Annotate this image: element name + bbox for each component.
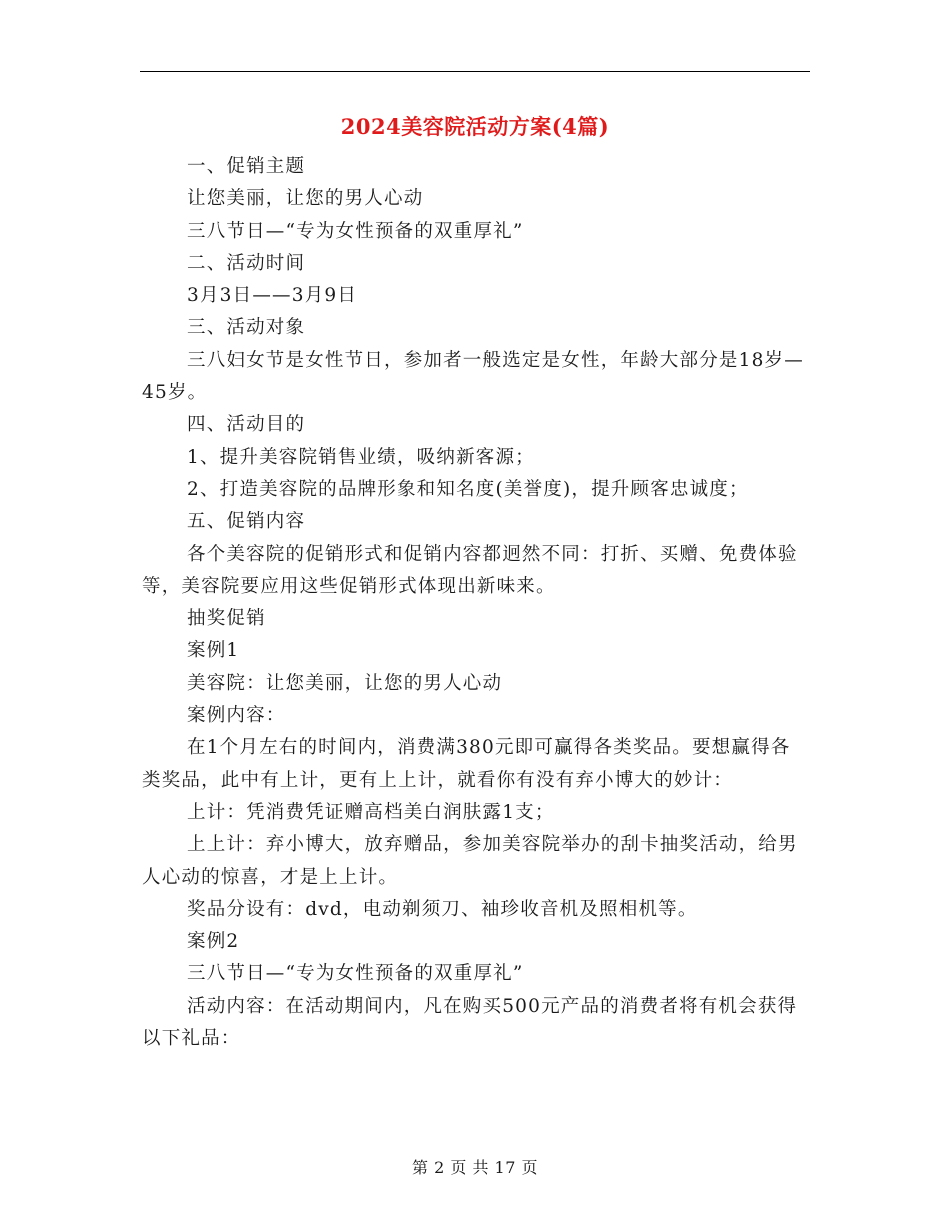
paragraph: 活动内容：在活动期间内，凡在购买500元产品的消费者将有机会获得以下礼品：	[142, 995, 798, 1050]
paragraph: 三、活动对象	[187, 317, 306, 339]
paragraph: 美容院：让您美丽，让您的男人心动	[187, 672, 503, 694]
paragraph: 三八节日—“专为女性预备的双重厚礼”	[187, 963, 524, 985]
paragraph: 各个美容院的促销形式和促销内容都迥然不同：打折、买赠、免费体验等，美容院要应用这些促销形式体现出新味来。	[142, 543, 798, 597]
paragraph: 2、打造美容院的品牌形象和知名度(美誉度)，提升顾客忠诚度；	[187, 478, 749, 500]
paragraph: 抽奖促销	[187, 608, 266, 630]
paragraph: 五、促销内容	[187, 511, 306, 533]
paragraph: 一、促销主题	[187, 156, 306, 177]
document-title: 2024美容院活动方案(4篇)	[340, 114, 610, 139]
document-body	[142, 151, 810, 1055]
paragraph: 上上计：弃小博大，放弃赠品，参加美容院举办的刮卡抽奖活动，给男人心动的惊喜，才是上上计。	[142, 834, 798, 888]
paragraph: 案例1	[187, 640, 240, 662]
paragraph: 案例2	[187, 931, 240, 953]
paragraph: 四、活动目的	[187, 414, 306, 436]
page-number: 第 2 页 共 17 页	[412, 1158, 538, 1177]
paragraph: 3月3日——3月9日	[187, 285, 358, 307]
paragraph: 让您美丽，让您的男人心动	[187, 188, 424, 210]
paragraph: 奖品分设有：dvd，电动剃须刀、袖珍收音机及照相机等。	[187, 898, 698, 920]
paragraph: 二、活动时间	[187, 252, 306, 274]
paragraph: 三八节日—“专为女性预备的双重厚礼”	[187, 220, 524, 242]
paragraph: 三八妇女节是女性节日，参加者一般选定是女性，年龄大部分是18岁—45岁。	[142, 349, 804, 404]
paragraph: 在1个月左右的时间内，消费满380元即可赢得各类奖品。要想赢得各类奖品，此中有上计，更有上上计，就看你有没有弃小博大的妙计：	[142, 737, 791, 791]
paragraph: 案例内容：	[187, 705, 286, 727]
paragraph: 上计：凭消费凭证赠高档美白润肤露1支；	[187, 801, 555, 823]
paragraph: 1、提升美容院销售业绩，吸纳新客源；	[187, 446, 535, 468]
header-rule	[140, 71, 810, 72]
